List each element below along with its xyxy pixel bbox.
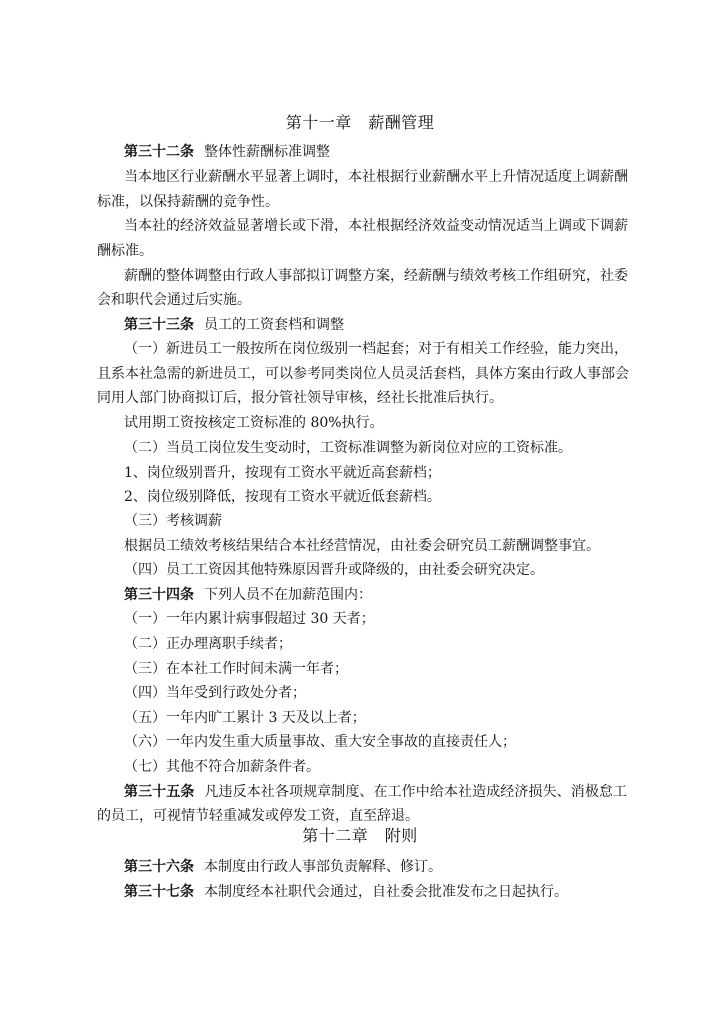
article-34-item-3: （三）在本社工作时间未满一年者； bbox=[124, 661, 348, 677]
article-33-label: 第三十三条 bbox=[124, 317, 194, 333]
article-36 bbox=[124, 857, 654, 877]
article-35-label: 第三十五条 bbox=[124, 784, 195, 800]
article-34-item-4: （四）当年受到行政处分者； bbox=[124, 685, 306, 701]
article-34-title: 下列人员不在加薪范围内： bbox=[204, 587, 372, 603]
article-33-section-3: （三）考核调薪 bbox=[124, 513, 222, 529]
article-35-line-1 bbox=[124, 782, 627, 802]
article-32-para-3-line-2: 会和职代会通过后实施。 bbox=[97, 292, 251, 308]
article-35-line-2: 的员工，可视情节轻重减发或停发工资，直至辞退。 bbox=[97, 808, 419, 824]
article-33-section-1-line-3: 同用人部门协商拟订后，报分管社领导审核，经社长批准后执行。 bbox=[97, 390, 503, 406]
chapter-12-title: 第十二章 附则 bbox=[302, 826, 418, 845]
article-32-para-2-line-1: 当本社的经济效益显著增长或下滑，本社根据经济效益变动情况适当上调或下调薪 bbox=[124, 218, 628, 234]
article-34-item-1: （一）一年内累计病事假超过 30 天者； bbox=[124, 611, 375, 627]
article-34-item-5: （五）一年内旷工累计 3 天及以上者； bbox=[124, 710, 366, 726]
article-34-item-6: （六）一年内发生重大质量事故、重大安全事故的直接责任人； bbox=[124, 734, 516, 750]
article-33-section-1-line-2: 且系本社急需的新进员工，可以参考同类岗位人员灵活套档，具体方案由行政人事部会 bbox=[97, 366, 629, 382]
article-32-para-3-line-1: 薪酬的整体调整由行政人事部拟订调整方案，经薪酬与绩效考核工作组研究，社委 bbox=[124, 268, 628, 284]
article-37 bbox=[124, 882, 654, 902]
article-33-section-2-item-1: 1、岗位级别晋升，按现有工资水平就近高套薪档； bbox=[124, 465, 441, 481]
article-32-heading bbox=[124, 142, 654, 162]
article-34-label: 第三十四条 bbox=[124, 587, 194, 603]
article-33-section-1-line-1: （一）新进员工一般按所在岗位级别一档起套；对于有相关工作经验，能力突出， bbox=[124, 341, 628, 357]
article-33-section-4: （四）员工工资因其他特殊原因晋升或降级的，由社委会研究决定。 bbox=[124, 562, 544, 578]
article-37-label: 第三十七条 bbox=[124, 884, 194, 900]
article-32-para-1-line-2: 标准，以保持薪酬的竞争性。 bbox=[97, 194, 279, 210]
article-33-section-3-text: 根据员工绩效考核结果结合本社经营情况，由社委会研究员工薪酬调整事宜。 bbox=[124, 538, 600, 554]
article-32-label: 第三十二条 bbox=[124, 144, 194, 160]
article-37-text: 本制度经本社职代会通过，自社委会批准发布之日起执行。 bbox=[204, 884, 568, 900]
chapter-11-title: 第十一章 薪酬管理 bbox=[285, 113, 435, 132]
article-33-section-2: （二）当员工岗位发生变动时，工资标准调整为新岗位对应的工资标准。 bbox=[124, 440, 572, 456]
article-34-heading bbox=[124, 585, 654, 605]
article-32-para-2-line-2: 酬标准。 bbox=[97, 243, 153, 259]
article-33-heading bbox=[124, 315, 654, 335]
article-33-probation: 试用期工资按核定工资标准的 80%执行。 bbox=[124, 415, 384, 431]
article-34-item-7: （七）其他不符合加薪条件者。 bbox=[124, 759, 320, 775]
article-36-text: 本制度由行政人事部负责解释、修订。 bbox=[204, 859, 442, 875]
article-32-para-1-line-1: 当本地区行业薪酬水平显著上调时，本社根据行业薪酬水平上升情况适度上调薪酬 bbox=[124, 169, 628, 185]
article-33-title: 员工的工资套档和调整 bbox=[204, 317, 344, 333]
article-33-section-2-item-2: 2、岗位级别降低，按现有工资水平就近低套薪档。 bbox=[124, 489, 441, 505]
article-35-text-a: 凡违反本社各项规章制度、在工作中给本社造成经济损失、消极怠工 bbox=[204, 784, 628, 800]
article-34-item-2: （二）正办理离职手续者； bbox=[124, 636, 292, 652]
article-32-title: 整体性薪酬标准调整 bbox=[204, 144, 330, 160]
article-36-label: 第三十六条 bbox=[124, 859, 194, 875]
